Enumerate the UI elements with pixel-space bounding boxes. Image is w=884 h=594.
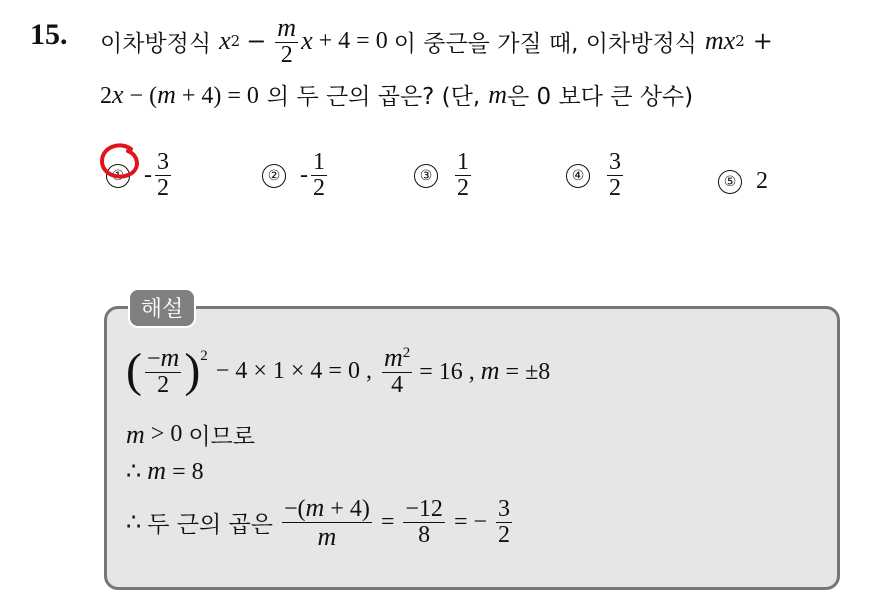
exp-2: 2: [735, 32, 745, 51]
choice-3[interactable]: [414, 150, 474, 201]
question-text-3: 의 두 근의 곱은? (단,: [266, 84, 481, 110]
numerator: 1: [457, 149, 469, 175]
denominator: 2: [609, 175, 621, 202]
question-text-4: 은 0 보다 큰 상수): [506, 84, 694, 110]
choice-value: 2: [756, 168, 768, 194]
question-number: 15.: [30, 18, 68, 51]
choice-2[interactable]: [262, 150, 330, 201]
red-circle-mark-icon: [98, 141, 142, 185]
var-mx: mx: [704, 26, 736, 56]
plus-sign: +: [752, 27, 773, 56]
choice-number: ②: [262, 164, 286, 188]
choice-sign: -: [300, 162, 308, 189]
minus-sign: −: [246, 27, 267, 56]
question-line-2: [100, 78, 693, 111]
choice-number: ⑤: [718, 170, 742, 194]
choice-fraction: [311, 150, 327, 201]
choice-1[interactable]: [106, 150, 174, 201]
solution-line-3: ∴ m = 8: [126, 456, 204, 485]
denominator: 2: [313, 175, 325, 202]
choice-number: ①: [106, 164, 130, 188]
choice-fraction: [607, 150, 623, 201]
var-x: x: [219, 26, 231, 56]
equation-tail: + 4 = 0: [318, 27, 388, 54]
choice-fraction: [455, 150, 471, 201]
question-text-1: 이차방정식: [100, 30, 212, 57]
solution-line-4: ∴ 두 근의 곱은 $\frac{-(m + 4)}{m}$ = $\frac{-12}{8}$ = − $\frac{3}{2}$: [126, 493, 511, 552]
numerator: 3: [609, 149, 621, 175]
var-m: m: [488, 79, 507, 109]
choice-number: ③: [414, 164, 438, 188]
denominator: 2: [457, 175, 469, 202]
choice-fraction: [155, 150, 171, 201]
choice-5[interactable]: [718, 168, 768, 195]
numerator: 3: [157, 149, 169, 175]
fraction-m-over-2: $\frac{m}{2}$: [277, 13, 297, 69]
solution-label: 해설: [128, 288, 196, 328]
exp-2: 2: [230, 32, 241, 51]
choice-number: ④: [566, 164, 590, 188]
solution-line-1: ( $\frac{-m}{2}$ ) $^2$ − 4 × 1 × 4 = 0 , $\frac{m^2}{4}$ = 16 , m = ±8: [126, 343, 551, 399]
numerator: 1: [313, 149, 325, 175]
solution-line-2: m > 0 이므로: [126, 419, 255, 450]
question-text-2: 이 중근을 가질 때, 이차방정식: [393, 30, 697, 57]
answer-choices: [0, 150, 884, 220]
equation-part: 2x − (m + 4) = 0: [100, 79, 259, 109]
question-line-1: [100, 14, 773, 68]
denominator: 2: [157, 175, 169, 202]
choice-sign: -: [144, 162, 152, 189]
var-x: x: [301, 26, 313, 56]
solution-text: 이므로: [188, 424, 255, 450]
choice-4[interactable]: [566, 150, 626, 201]
